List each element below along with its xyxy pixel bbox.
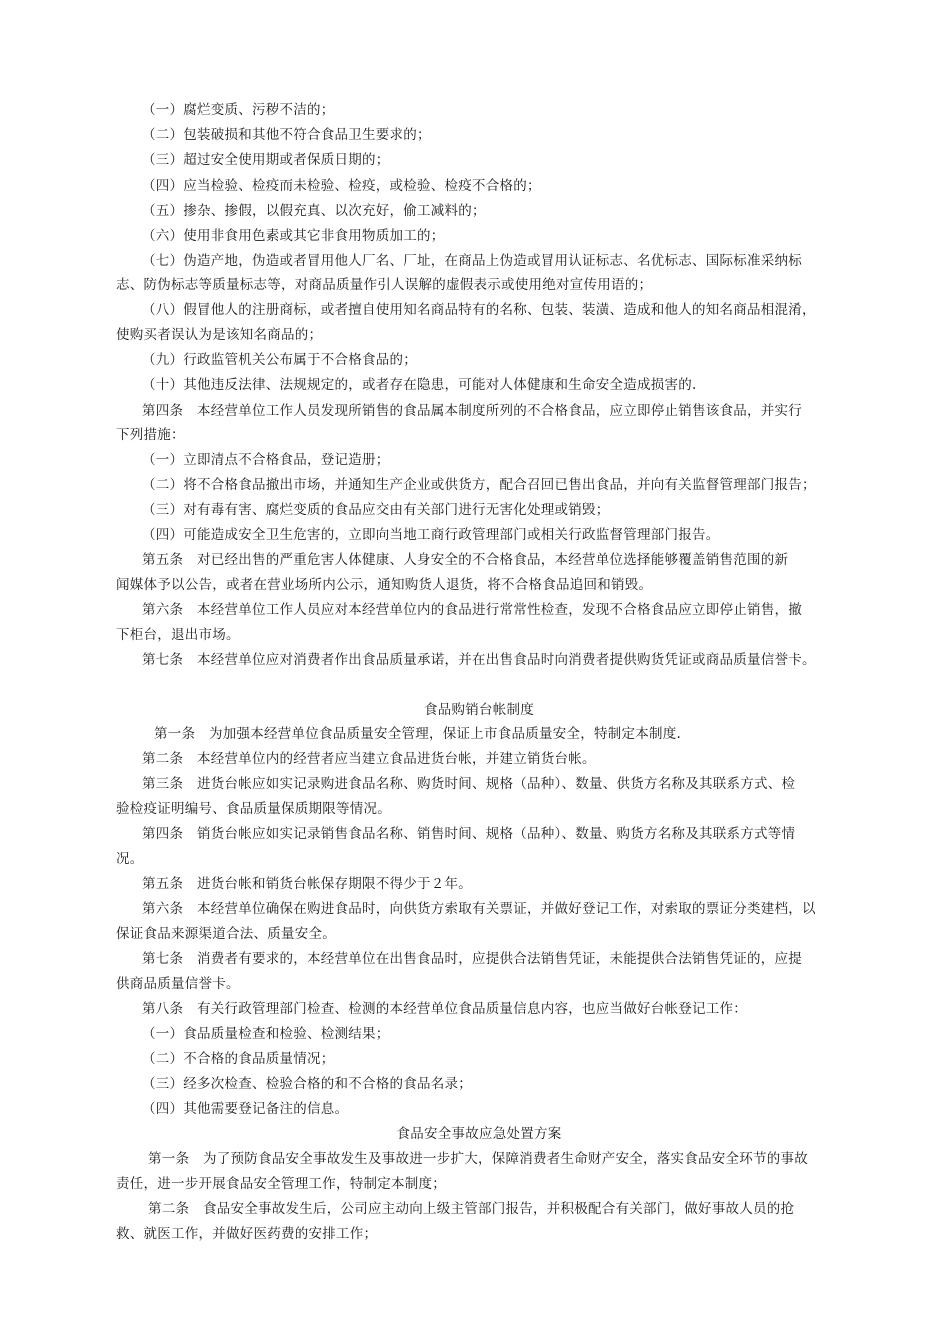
paragraph-line: 第六条 本经营单位确保在购进食品时，向供货方索取有关票证，并做好登记工作，对索取的票证分类建档，以	[142, 901, 816, 917]
paragraph-line: （三）经多次检查、检验合格的和不合格的食品名录；	[142, 1076, 472, 1092]
paragraph-line: 第七条 消费者有要求的，本经营单位在出售食品时，应提供合法销售凭证，未能提供合法销售凭证的，应提	[142, 951, 802, 967]
paragraph-line: 闻媒体予以公告，或者在营业场所内公示，通知购货人退货，将不合格食品追回和销毁。	[116, 577, 653, 593]
paragraph-line: 保证食品来源渠道合法、质量安全。	[116, 926, 336, 942]
paragraph-line: 第一条 为加强本经营单位食品质量安全管理，保证上市食品质量安全，特制定本制度.	[154, 726, 682, 742]
paragraph-line: （三）对有毒有害、腐烂变质的食品应交由有关部门进行无害化处理或销毁；	[142, 502, 610, 518]
paragraph-line: 况。	[116, 851, 144, 867]
paragraph-line: （四）其他需要登记备注的信息。	[142, 1101, 349, 1117]
paragraph-line: 第四条 本经营单位工作人员发现所销售的食品属本制度所列的不合格食品，应立即停止销售该食品，并实行	[142, 403, 802, 419]
paragraph-line: （二）包装破损和其他不符合食品卫生要求的；	[142, 127, 431, 143]
paragraph-line: （一）立即清点不合格食品，登记造册；	[142, 452, 390, 468]
paragraph-line: 第一条 为了预防食品安全事故发生及事故进一步扩大，保障消费者生命财产安全，落实食品安全环节的事故	[148, 1151, 808, 1167]
paragraph-line: （十）其他违反法律、法规规定的，或者存在隐患，可能对人体健康和生命安全造成损害的.	[142, 377, 697, 393]
paragraph-line: （八）假冒他人的注册商标，或者擅自使用知名商品特有的名称、包装、装潢、造成和他人的知名商品相混淆，	[142, 302, 816, 318]
paragraph-line: 第七条 本经营单位应对消费者作出食品质量承诺，并在出售食品时向消费者提供购货凭证或商品质量信誉卡。	[142, 652, 816, 668]
paragraph-line: （六）使用非食用色素或其它非食用物质加工的；	[142, 228, 445, 244]
section-title: 食品购销台帐制度	[424, 702, 534, 718]
paragraph-line: 验检疫证明编号、食品质量保质期限等情况。	[116, 801, 391, 817]
paragraph-line: （七）伪造产地，伪造或者冒用他人厂名、厂址，在商品上伪造或冒用认证标志、名优标志、国际标准采纳标	[142, 253, 802, 269]
paragraph-line: 第五条 对已经出售的严重危害人体健康、人身安全的不合格食品，本经营单位选择能够覆盖销售范围的新	[142, 552, 789, 568]
paragraph-line: 责任，进一步开展食品安全管理工作，特制定本制度；	[116, 1176, 446, 1192]
paragraph-line: 第八条 有关行政管理部门检查、检测的本经营单位食品质量信息内容，也应当做好台帐登记工作：	[142, 1001, 747, 1017]
paragraph-line: 下柜台，退出市场。	[116, 627, 240, 643]
paragraph-line: （一）食品质量检查和检验、检测结果；	[142, 1026, 390, 1042]
paragraph-line: 第六条 本经营单位工作人员应对本经营单位内的食品进行常常性检查，发现不合格食品应立即停止销售，撤	[142, 602, 802, 618]
paragraph-line: （五）掺杂、掺假，以假充真、以次充好，偷工减料的；	[142, 203, 486, 219]
paragraph-line: （一）腐烂变质、污秽不洁的；	[142, 102, 335, 118]
paragraph-line: （四）可能造成安全卫生危害的，立即向当地工商行政管理部门或相关行政监督管理部门报告。	[142, 527, 720, 543]
paragraph-line: 使购买者误认为是该知名商品的；	[116, 327, 323, 343]
paragraph-line: 志、防伪标志等质量标志等，对商品质量作引人误解的虚假表示或使用绝对宣传用语的；	[116, 277, 653, 293]
paragraph-line: （四）应当检验、检疫而未检验、检疫，或检验、检疫不合格的；	[142, 178, 541, 194]
paragraph-line: 下列措施：	[116, 427, 185, 443]
section-title: 食品安全事故应急处置方案	[396, 1126, 562, 1142]
paragraph-line: （三）超过安全使用期或者保质日期的；	[142, 152, 390, 168]
paragraph-line: （二）不合格的食品质量情况；	[142, 1051, 335, 1067]
paragraph-line: （二）将不合格食品撤出市场，并通知生产企业或供货方，配合召回已售出食品，并向有关监督管理部门报告；	[142, 477, 816, 493]
paragraph-line: 救、就医工作，并做好医药费的安排工作；	[116, 1226, 378, 1242]
paragraph-line: （九）行政监管机关公布属于不合格食品的；	[142, 352, 417, 368]
paragraph-line: 第二条 本经营单位内的经营者应当建立食品进货台帐，并建立销货台帐。	[142, 751, 596, 767]
paragraph-line: 第五条 进货台帐和销货台帐保存期限不得少于２年。	[142, 876, 472, 892]
paragraph-line: 第四条 销货台帐应如实记录销售食品名称、销售时间、规格（品种）、数量、购货方名称及其联系方式等情	[142, 826, 796, 842]
paragraph-line: 第二条 食品安全事故发生后，公司应主动向上级主管部门报告，并积极配合有关部门，做好事故人员的抢	[148, 1201, 795, 1217]
paragraph-line: 第三条 进货台帐应如实记录购进食品名称、购货时间、规格（品种）、数量、供货方名称及其联系方式、检	[142, 776, 796, 792]
paragraph-line: 供商品质量信誉卡。	[116, 976, 240, 992]
